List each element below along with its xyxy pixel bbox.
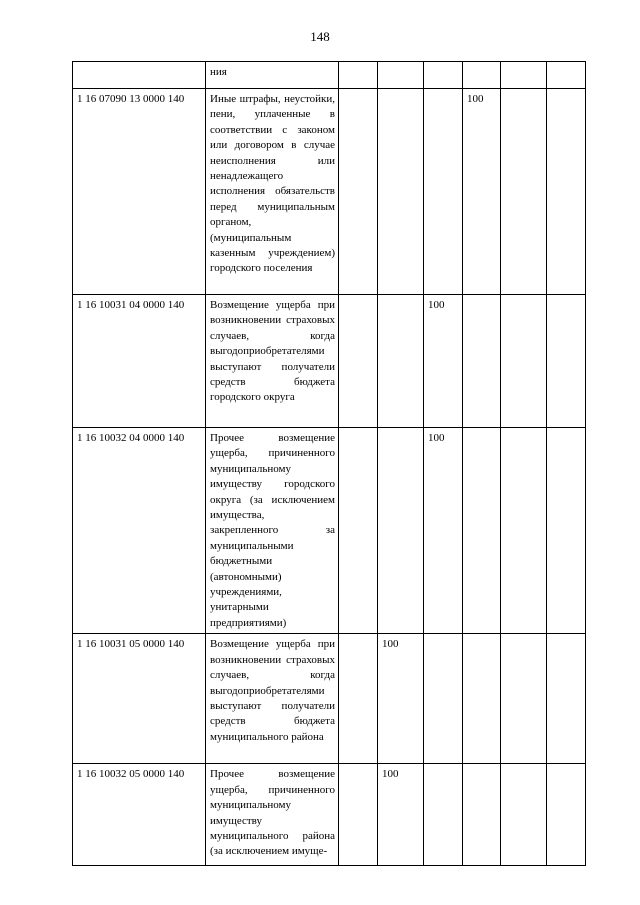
value-cell [501, 428, 547, 634]
value-cell: 100 [378, 634, 424, 764]
table-row [73, 295, 586, 428]
value-cell [424, 62, 463, 89]
code-cell: 1 16 10032 04 0000 140 [73, 428, 206, 634]
table-row [73, 764, 586, 866]
value-cell [501, 62, 547, 89]
value-cell: 100 [424, 295, 463, 428]
description-cell: Прочее возмещение ущерба, причиненного муниципальному имуществу муниципального района (за исключением имуще- [206, 764, 339, 866]
value-cell [424, 764, 463, 866]
value-cell [339, 634, 378, 764]
table-row [73, 634, 586, 764]
value-cell [501, 295, 547, 428]
code-cell: 1 16 10032 05 0000 140 [73, 764, 206, 866]
value-cell [463, 428, 501, 634]
value-cell [463, 634, 501, 764]
value-cell [424, 89, 463, 295]
table-row [73, 428, 586, 634]
value-cell [424, 634, 463, 764]
value-cell [547, 89, 586, 295]
page-number: 148 [310, 29, 330, 44]
value-cell [547, 62, 586, 89]
code-cell [73, 62, 206, 89]
value-cell [339, 89, 378, 295]
value-cell [339, 62, 378, 89]
value-cell [378, 428, 424, 634]
value-cell [339, 428, 378, 634]
value-cell [463, 295, 501, 428]
value-cell: 100 [378, 764, 424, 866]
table-row [73, 62, 586, 89]
value-cell [501, 89, 547, 295]
value-cell [378, 295, 424, 428]
code-cell: 1 16 07090 13 0000 140 [73, 89, 206, 295]
value-cell [501, 634, 547, 764]
description-cell: Иные штрафы, неустойки, пени, уплаченные в соответствии с законом или договором в случае неисполнения или ненадлежащего исполнения обязательств перед муниципальным органом, (муниципальным казенным учреждением) городского поселения [206, 89, 339, 295]
value-cell [463, 764, 501, 866]
code-cell: 1 16 10031 05 0000 140 [73, 634, 206, 764]
value-cell [547, 295, 586, 428]
value-cell: 100 [463, 89, 501, 295]
value-cell [463, 62, 501, 89]
value-cell: 100 [424, 428, 463, 634]
value-cell [378, 89, 424, 295]
value-cell [339, 295, 378, 428]
description-cell: Возмещение ущерба при возникновении страховых случаев, когда выгодоприобретателями выступают получатели средств бюджета муниципального района [206, 634, 339, 764]
description-cell: ния [206, 62, 339, 89]
value-cell [547, 428, 586, 634]
value-cell [339, 764, 378, 866]
description-cell: Возмещение ущерба при возникновении страховых случаев, когда выгодоприобретателями выступают получатели средств бюджета городского округа [206, 295, 339, 428]
value-cell [378, 62, 424, 89]
budget-classification-table [72, 61, 586, 866]
code-cell: 1 16 10031 04 0000 140 [73, 295, 206, 428]
value-cell [547, 764, 586, 866]
value-cell [547, 634, 586, 764]
table-row [73, 89, 586, 295]
value-cell [501, 764, 547, 866]
description-cell: Прочее возмещение ущерба, причиненного муниципальному имуществу городского округа (за исключением имущества, закрепленного за муниципальными бюджетными (автономными) учреждениями, унитарными предприятиями) [206, 428, 339, 634]
